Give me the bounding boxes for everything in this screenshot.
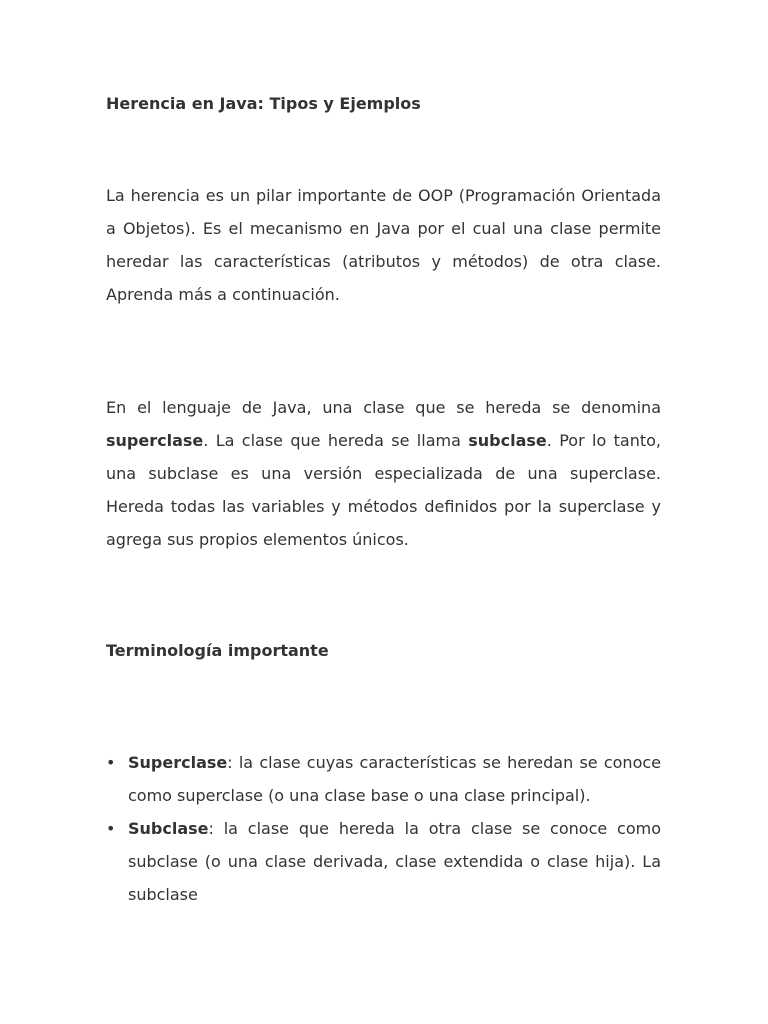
- terminology-list: [106, 746, 661, 911]
- list-item-definition: : la clase cuyas características se heredan se conoce como superclase (o una clase base o una clase principal).: [128, 753, 661, 805]
- term-superclase: superclase: [106, 431, 204, 450]
- section-heading: Terminología importante: [106, 641, 329, 660]
- intro-paragraph: La herencia es un pilar importante de OOP (Programación Orientada a Objetos). Es el mecanismo en Java por el cual una clase permite heredar las características (atributos y métodos) de otra clase. Aprenda más a continuación.: [106, 186, 661, 304]
- list-item-term: Subclase: [128, 819, 209, 838]
- list-item-term: Superclase: [128, 753, 228, 772]
- list-item: [106, 812, 661, 911]
- list-item: [106, 746, 661, 812]
- para2-text-1: En el lenguaje de Java, una clase que se hereda se denomina: [106, 398, 661, 417]
- bullet-icon: •: [106, 819, 116, 838]
- para2-text-2: . La clase que hereda se llama: [203, 431, 469, 450]
- term-subclase: subclase: [468, 431, 547, 450]
- superclass-paragraph: [106, 391, 661, 556]
- bullet-icon: •: [106, 753, 116, 772]
- list-item-definition: : la clase que hereda la otra clase se conoce como subclase (o una clase derivada, clase extendida o clase hija). La subclase: [128, 819, 661, 904]
- document-title: Herencia en Java: Tipos y Ejemplos: [106, 94, 421, 113]
- para2-text-3: . Por lo tanto, una subclase es una versión especializada de una superclase. Hereda todas las variables y métodos definidos por la superclase y agrega sus propios elementos únicos.: [106, 431, 662, 549]
